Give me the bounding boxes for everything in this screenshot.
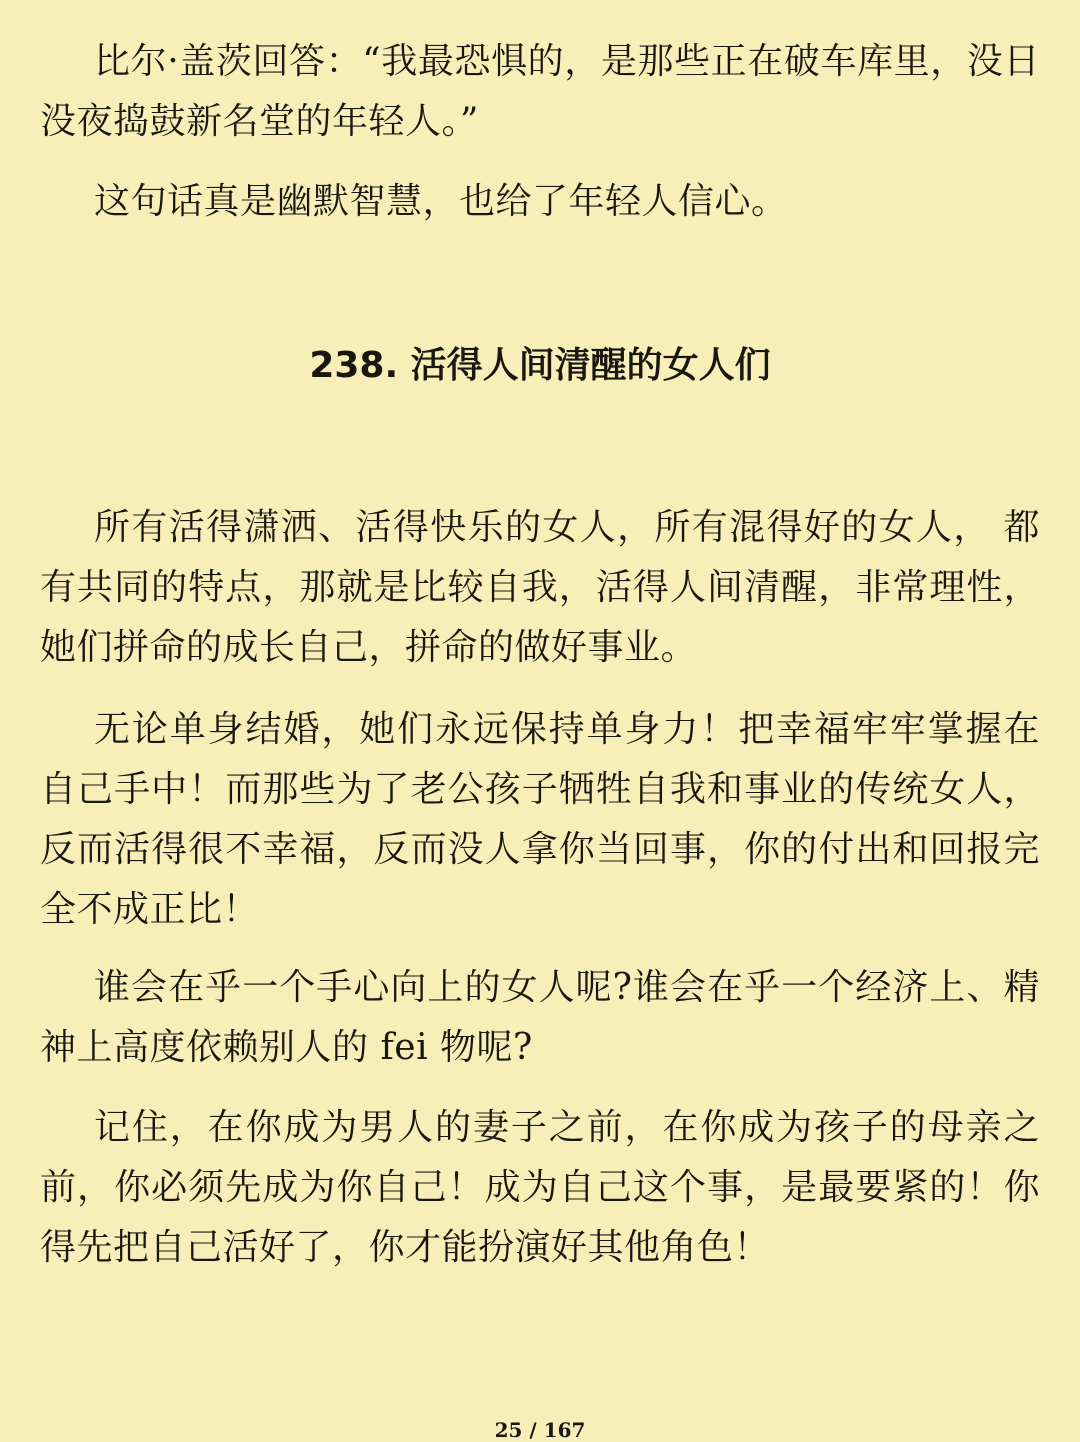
paragraph: 无论单身结婚，她们永远保持单身力！把幸福牢牢掌握在自己手中！而那些为了老公孩子牺牲自我和事业的传统女人，反而活得很不幸福，反而没人拿你当回事，你的付出和回报完全不成正比！ <box>40 709 1040 930</box>
paragraph: 这句话真是幽默智慧，也给了年轻人信心。 <box>94 181 788 222</box>
paragraph: 比尔·盖茨回答：“我最恐惧的，是那些正在破车库里，没日没夜捣鼓新名堂的年轻人。” <box>40 41 1040 142</box>
paragraph: 所有活得潇洒、活得快乐的女人，所有混得好的女人， 都有共同的特点，那就是比较自我，活得人间清醒，非常理性，她们拼命的成长自己，拼命的做好事业。 <box>40 507 1040 668</box>
page-number: 25 / 167 <box>494 1418 586 1442</box>
paragraph: 记住，在你成为男人的妻子之前，在你成为孩子的母亲之前，你必须先成为你自己！成为自己这个事，是最要紧的！你得先把自己活好了，你才能扮演好其他角色！ <box>40 1107 1040 1268</box>
paragraph: 谁会在乎一个手心向上的女人呢?谁会在乎一个经济上、精神上高度依赖别人的 fei 物呢? <box>40 967 1040 1068</box>
section-heading: 238. 活得人间清醒的女人们 <box>309 345 771 386</box>
